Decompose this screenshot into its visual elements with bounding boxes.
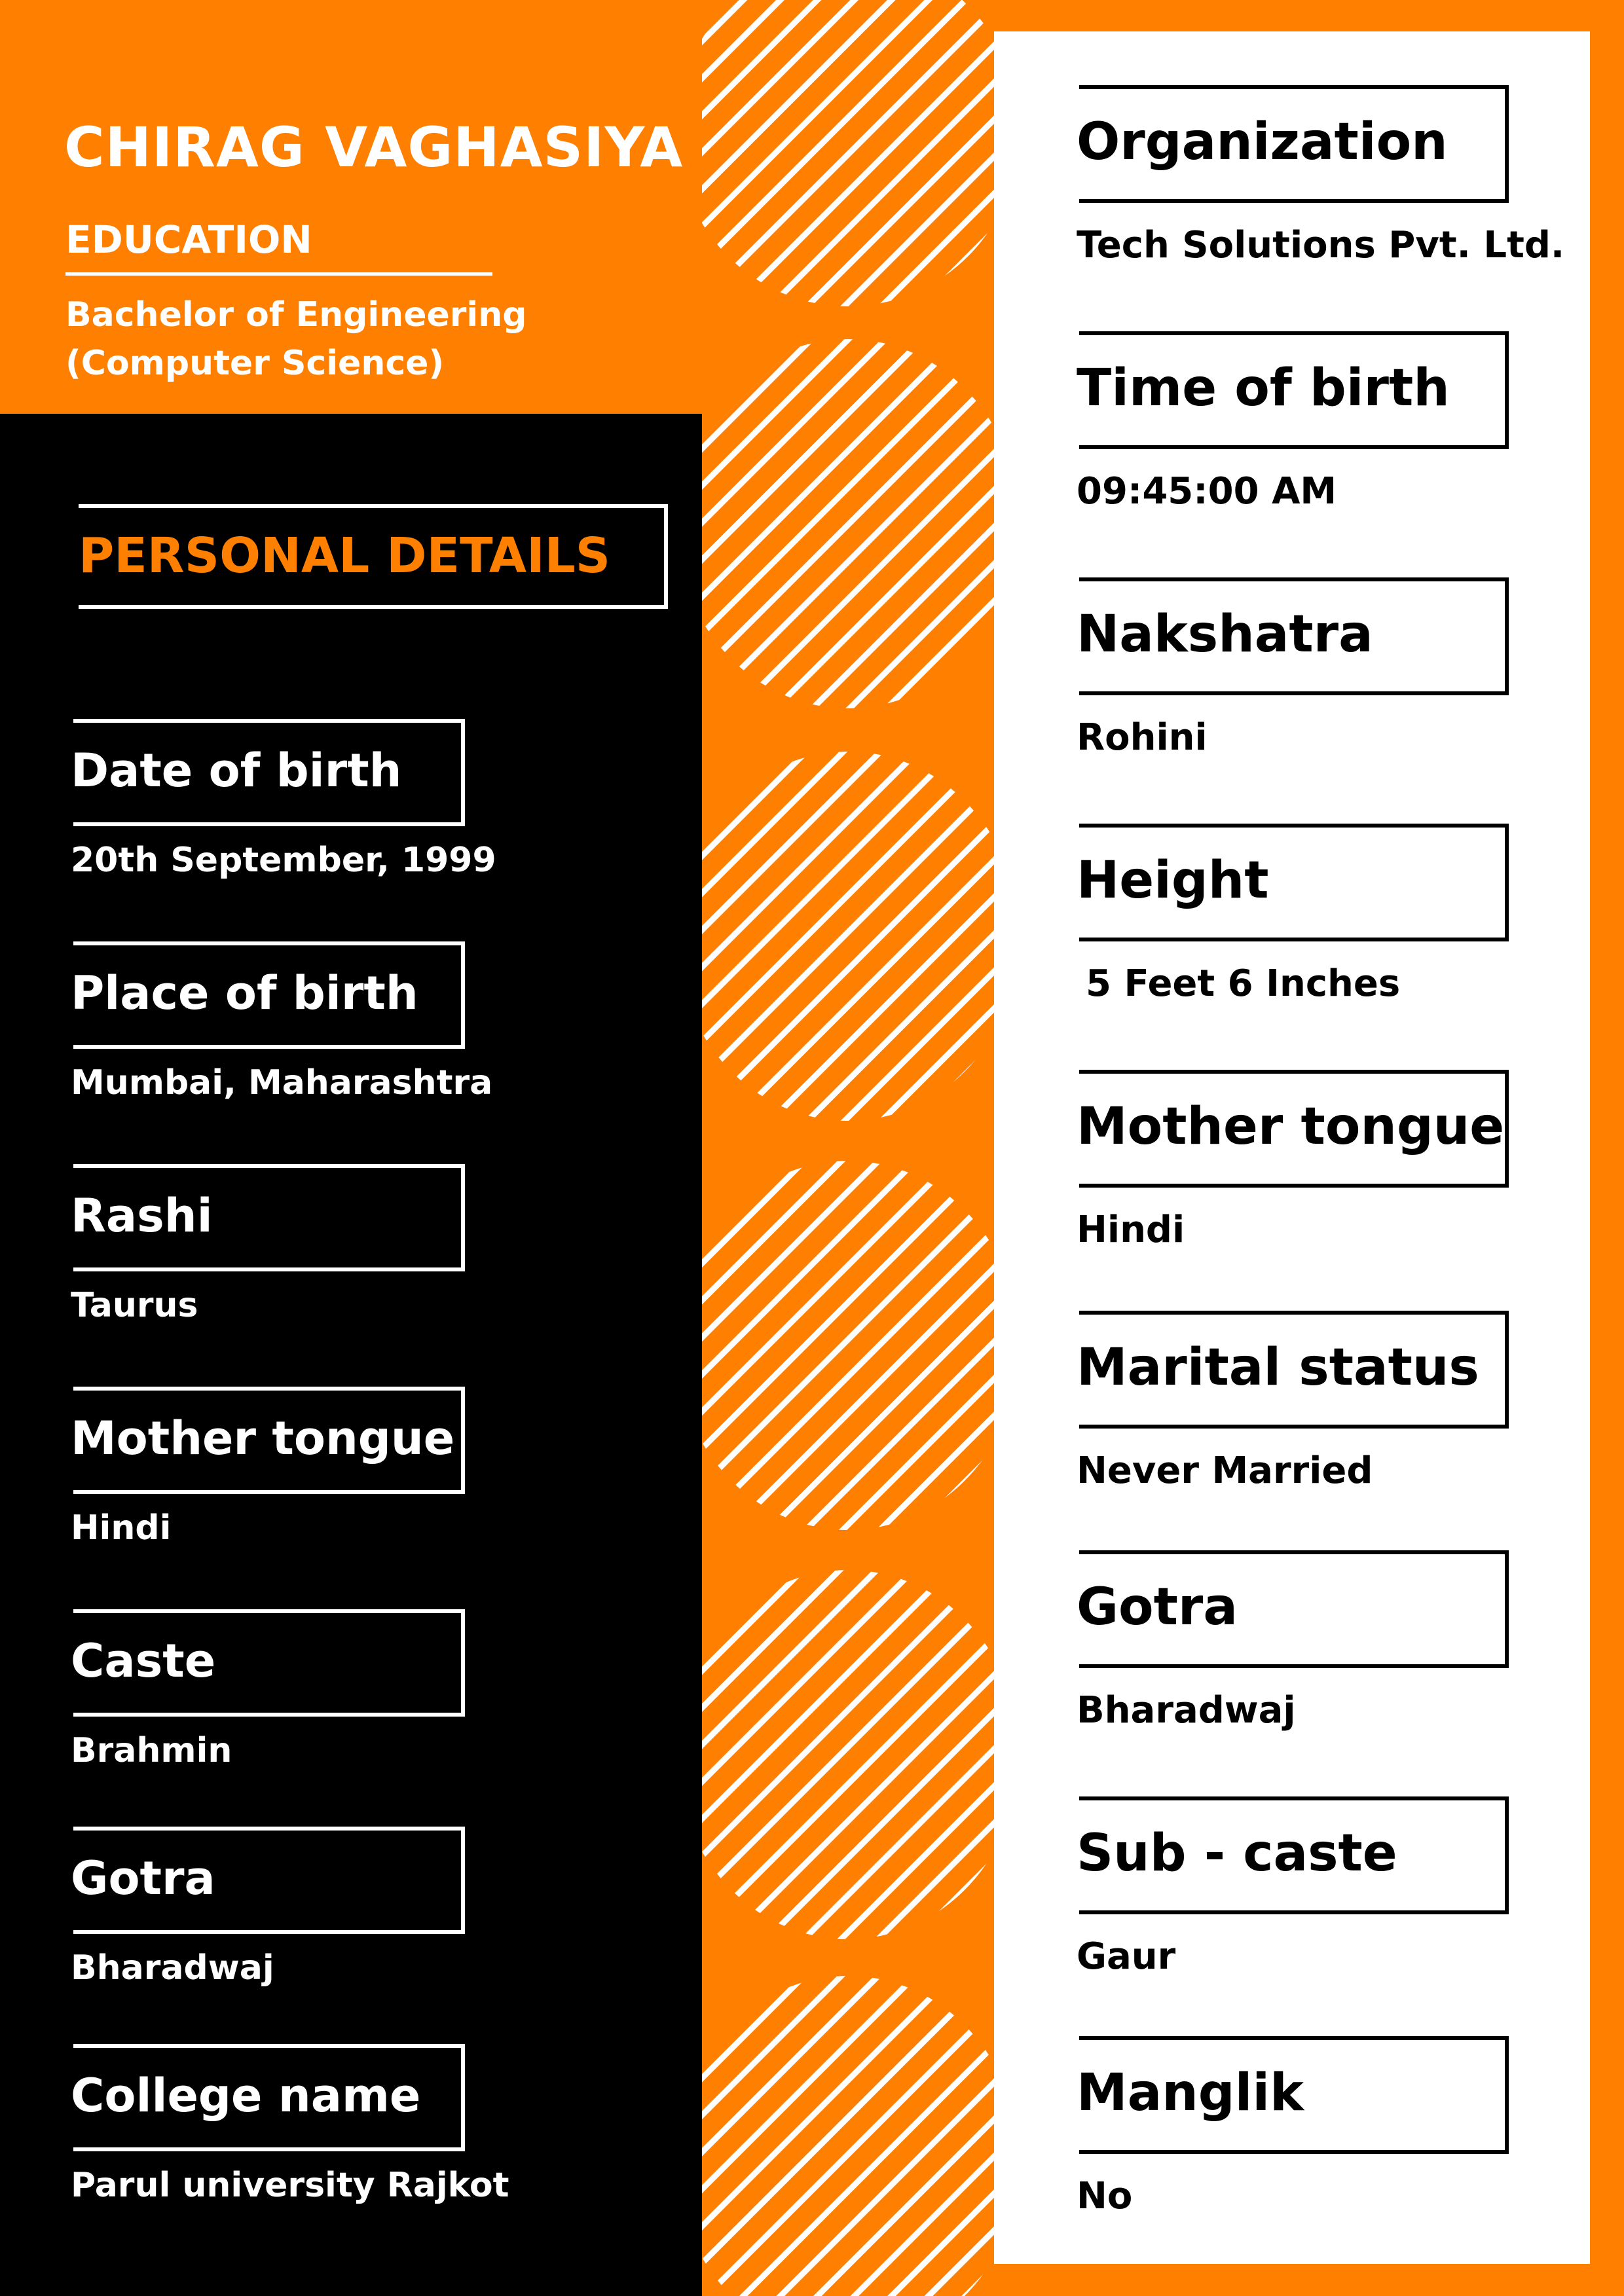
field-label: Time of birth [1077, 359, 1450, 418]
field-label: Height [1077, 851, 1269, 910]
field-time-of-birth [994, 331, 1590, 541]
field-caste [0, 1609, 702, 1806]
field-organization [994, 85, 1590, 295]
details-card [994, 31, 1590, 2264]
field-label: Organization [1077, 113, 1448, 172]
degree-line-2: (Computer Science) [65, 344, 445, 383]
field-date-of-birth [0, 719, 702, 915]
field-place-of-birth [0, 941, 702, 1138]
education-degree [65, 291, 655, 388]
field-value: Taurus [71, 1286, 198, 1325]
field-mother-tongue [994, 1070, 1590, 1279]
personal-details-panel [0, 414, 702, 2296]
field-label: Sub - caste [1077, 1824, 1397, 1883]
field-value: Parul university Rajkot [71, 2166, 509, 2205]
field-label: Gotra [71, 1851, 215, 1905]
field-height [994, 824, 1590, 1033]
field-label: College name [71, 2069, 421, 2123]
field-value: Bharadwaj [71, 1948, 274, 1988]
field-nakshatra [994, 577, 1590, 787]
field-sub-caste [994, 1796, 1590, 2006]
field-label: Rashi [71, 1189, 213, 1243]
field-value: Hindi [1077, 1209, 1185, 1251]
education-divider [65, 272, 492, 276]
field-rashi [0, 1164, 702, 1360]
personal-details-title: PERSONAL DETAILS [79, 528, 611, 584]
field-value: 20th September, 1999 [71, 841, 496, 880]
striped-circle [702, 752, 994, 1121]
field-gotra [994, 1550, 1590, 1760]
field-marital-status [994, 1311, 1590, 1520]
education-heading: EDUCATION [65, 217, 312, 262]
person-name: CHIRAG VAGHASIYA [64, 115, 684, 179]
field-value: 5 Feet 6 Inches [1086, 962, 1401, 1005]
field-label: Marital status [1077, 1338, 1479, 1397]
field-label: Nakshatra [1077, 605, 1373, 664]
field-label: Mother tongue [1077, 1097, 1505, 1156]
field-value: Hindi [71, 1508, 172, 1548]
field-label: Gotra [1077, 1578, 1238, 1637]
field-value: Bharadwaj [1077, 1689, 1296, 1732]
field-value: No [1077, 2175, 1133, 2217]
field-value: Never Married [1077, 1449, 1373, 1492]
striped-circle [702, 0, 994, 306]
striped-circles-decoration [702, 0, 994, 2296]
field-value: Brahmin [71, 1731, 232, 1770]
degree-line-1: Bachelor of Engineering [65, 295, 527, 335]
striped-circle [702, 339, 994, 708]
striped-circle [702, 1161, 994, 1530]
striped-circle [702, 1976, 994, 2296]
field-value: Tech Solutions Pvt. Ltd. [1077, 224, 1565, 266]
striped-circle [702, 1570, 994, 1939]
field-label: Place of birth [71, 966, 418, 1020]
field-label: Caste [71, 1634, 216, 1688]
field-value: 09:45:00 AM [1077, 470, 1337, 513]
field-value: Gaur [1077, 1935, 1176, 1978]
field-manglik [994, 2036, 1590, 2246]
field-label: Manglik [1077, 2064, 1304, 2123]
header-panel [0, 0, 702, 414]
field-value: Mumbai, Maharashtra [71, 1063, 493, 1102]
field-mother-tongue [0, 1387, 702, 1583]
field-college-name [0, 2044, 702, 2240]
field-value: Rohini [1077, 716, 1208, 759]
field-gotra [0, 1827, 702, 2023]
field-label: Date of birth [71, 744, 402, 797]
personal-details-title-box [79, 504, 668, 609]
field-label: Mother tongue [71, 1412, 455, 1465]
